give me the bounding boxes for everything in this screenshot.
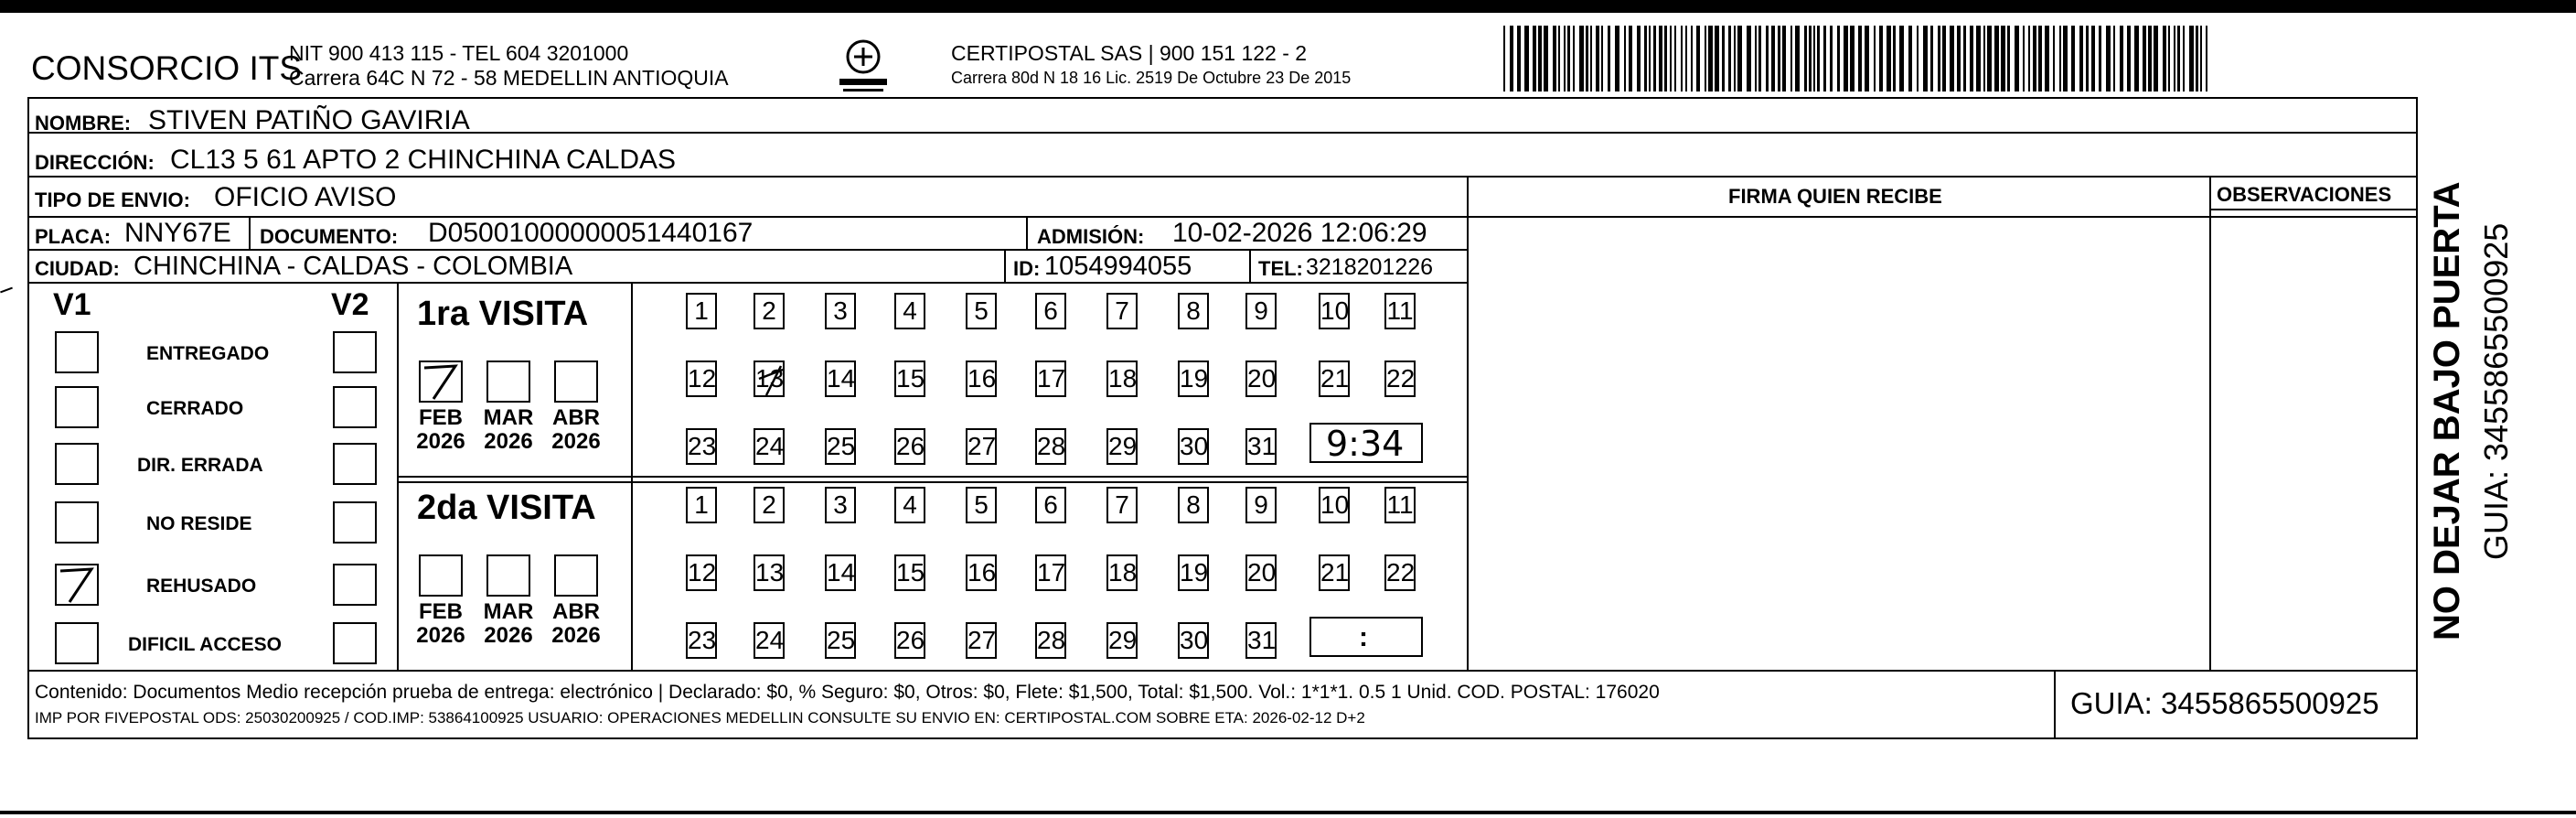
status-option-label: DIFICIL ACCESO [128,634,283,655]
visit2-day-box[interactable]: 6 [1035,487,1066,523]
bottom-rule [0,811,2576,814]
footer-guia: GUIA: 3455865500925 [2070,686,2379,720]
visit2-day-box[interactable]: 9 [1245,487,1277,523]
visit1-day-box[interactable]: 12 [686,361,717,397]
barcode-bar [1538,26,1542,91]
visit2-day-box[interactable]: 18 [1106,554,1138,591]
visit1-day-box[interactable]: 23 [686,428,717,465]
visit2-day-box[interactable]: 15 [894,554,925,591]
barcode-bar [1963,26,1966,91]
placa-value: NNY67E [124,218,231,248]
barcode-bar [2143,26,2146,91]
visit1-day-box[interactable]: 24 [754,428,785,465]
visit2-time-box[interactable] [1309,617,1423,657]
visit2-day-box[interactable]: 3 [825,487,856,523]
visit1-day-box[interactable]: 7 [1106,293,1138,329]
barcode-bar [1517,26,1521,91]
barcode-bar [1758,26,1761,91]
barcode-bar [1681,26,1683,91]
barcode-bar [2200,26,2202,91]
admision-value: 10-02-2026 12:06:29 [1172,218,1427,248]
barcode-bar [1817,26,1820,91]
visit2-title: 2da VISITA [417,489,596,527]
visit1-day-box[interactable]: 28 [1035,428,1066,465]
visit2-day-box[interactable]: 26 [894,622,925,659]
barcode-bar [1722,26,1725,91]
visit1-day-box[interactable]: 26 [894,428,925,465]
visit1-month-checkbox[interactable] [554,361,598,403]
v2-checkbox[interactable] [333,622,377,664]
visit2-day-box[interactable]: 31 [1245,622,1277,659]
visit2-month-label: ABR 2026 [551,599,601,649]
barcode-bar [1957,26,1961,91]
visit1-day-box[interactable]: 25 [825,428,856,465]
barcode-bar [1624,26,1626,91]
barcode-bar [1923,26,1928,91]
barcode-bar [2063,26,2068,91]
barcode-bar [1850,26,1855,91]
barcode-bar [1696,26,1700,91]
visit1-day-box[interactable]: 1 [686,293,717,329]
barcode-bar [2045,26,2049,91]
tel-label: TEL: [1258,257,1303,280]
barcode-bar [1649,26,1651,91]
barcode-bar [2086,26,2089,91]
barcode-bar [2091,26,2095,91]
v2-checkbox[interactable] [333,564,377,606]
barcode-bar [2106,26,2111,91]
barcode-bar [2189,26,2194,91]
barcode-bar [1942,26,1946,91]
visit2-day-box[interactable]: 8 [1178,487,1209,523]
tipo-label: TIPO DE ENVIO: [35,188,190,211]
visit1-day-box[interactable]: 19 [1178,361,1209,397]
barcode-bar [1567,26,1570,91]
status-option-label: ENTREGADO [146,343,270,364]
barcode-bar [1728,26,1731,91]
v1-checkbox[interactable] [55,501,99,544]
tel-value: 3218201226 [1306,254,1434,280]
barcode-bar [1573,26,1575,91]
barcode-bar [2001,26,2005,91]
no-dejar-bajo-puerta: NO DEJAR BAJO PUERTA [2427,181,2467,640]
visit1-day-box[interactable]: 30 [1178,428,1209,465]
visit2-day-box[interactable]: 29 [1106,622,1138,659]
barcode-bar [1558,26,1560,91]
barcode-bar [2174,26,2175,91]
barcode-bar [1533,26,1536,91]
visit1-time-box[interactable] [1309,423,1423,463]
barcode-bar [1930,26,1933,91]
visit1-month-label: ABR 2026 [551,405,601,455]
visit2-time: : [1359,622,1368,652]
visit1-day-box[interactable]: 17 [1035,361,1066,397]
barcode-bar [1653,26,1656,91]
barcode-bar [2079,26,2083,91]
visit2-day-box[interactable]: 12 [686,554,717,591]
barcode-bar [1590,26,1592,91]
visit1-day-box[interactable]: 2 [754,293,785,329]
barcode-bar [2206,26,2207,91]
visit2-day-box[interactable]: 5 [966,487,997,523]
barcode-bar [1782,26,1786,91]
barcode-bar [1629,26,1632,91]
visit2-month-checkbox[interactable] [486,554,530,597]
side-guia: GUIA: 3455865500925 [2477,222,2515,560]
barcode-bar [1865,26,1869,91]
barcode-bar [1659,26,1662,91]
barcode-bar [1994,26,1999,91]
barcode-bar [2015,26,2019,91]
visit2-day-box[interactable]: 30 [1178,622,1209,659]
placa-label: PLACA: [35,225,112,248]
ciudad-label: CIUDAD: [35,257,120,280]
barcode-bar [1771,26,1775,91]
visit1-day-box[interactable]: 29 [1106,428,1138,465]
visit1-day-box[interactable]: 20 [1245,361,1277,397]
barcode-bar [1734,26,1736,91]
barcode-bar [2028,26,2030,91]
barcode-bar [1670,26,1672,91]
barcode-bar [1950,26,1954,91]
barcode-bar [2099,26,2101,91]
barcode-bar [1553,26,1556,91]
barcode-bar [1874,26,1876,91]
barcode-bar [1747,26,1751,91]
visit1-day-box[interactable]: 9 [1245,293,1277,329]
barcode-bar [2038,26,2042,91]
status-option-label: DIR. ERRADA [137,455,263,476]
visit2-day-box[interactable]: 4 [894,487,925,523]
status-option-label: CERRADO [146,398,244,419]
visit2-day-box[interactable]: 16 [966,554,997,591]
visit1-day-box[interactable]: 16 [966,361,997,397]
visit1-day-box[interactable]: 8 [1178,293,1209,329]
id-value: 1054994055 [1044,252,1192,281]
barcode-bar [2196,26,2198,91]
visit1-day-box[interactable]: 13 [754,361,785,397]
direccion-value: CL13 5 61 APTO 2 CHINCHINA CALDAS [170,145,677,175]
tipo-value: OFICIO AVISO [214,182,397,212]
barcode-bar [1778,26,1780,91]
documento-value: D05001000000051440167 [428,218,754,248]
certipostal-logo [834,37,893,95]
barcode-bar [2023,26,2025,91]
visit2-day-box[interactable]: 19 [1178,554,1209,591]
barcode-bar [2154,26,2158,91]
visit1-day-box[interactable]: 5 [966,293,997,329]
courier-line1: CERTIPOSTAL SAS | 900 151 122 - 2 [951,41,1308,65]
documento-label: DOCUMENTO: [260,225,399,248]
visit1-time: 9:34 [1326,424,1405,464]
barcode-bar [2053,26,2055,91]
visit2-month-checkbox[interactable] [419,554,463,597]
visit2-day-box[interactable]: 28 [1035,622,1066,659]
visit2-day-box[interactable]: 22 [1384,554,1416,591]
visit1-month-label: MAR 2026 [483,405,534,455]
barcode-bar [2177,26,2180,91]
barcode-bar [1830,26,1833,91]
visit1-month-checkbox[interactable] [419,361,463,403]
barcode-bar [1844,26,1848,91]
barcode-bar [1917,26,1919,91]
barcode-bar [1705,26,1706,91]
barcode-bar [1674,26,1676,91]
barcode-bar [2007,26,2010,91]
barcode-bar [2120,26,2123,91]
barcode-bar [2168,26,2170,91]
barcode-bar [1503,26,1505,91]
barcode-bar [1579,26,1584,91]
barcode-bar [1938,26,1940,91]
visit1-day-box[interactable]: 3 [825,293,856,329]
barcode-bar [1766,26,1769,91]
top-border-bar [0,0,2576,13]
courier-line2: Carrera 80d N 18 16 Lic. 2519 De Octubre 23 De 2015 [951,69,1352,87]
admision-label: ADMISIÓN: [1037,225,1145,248]
barcode-bar [2183,26,2185,91]
observaciones-header: OBSERVACIONES [2217,183,2392,206]
barcode-bar [1601,26,1603,91]
v2-checkbox[interactable] [333,443,377,485]
status-option-label: NO RESIDE [146,513,252,534]
barcode-bar [1970,26,1973,91]
barcode-bar [2059,26,2061,91]
nombre-value: STIVEN PATIÑO GAVIRIA [148,105,470,135]
visit2-day-box[interactable]: 23 [686,622,717,659]
visit1-month-label: FEB 2026 [416,405,465,455]
visit2-month-label: FEB 2026 [416,599,465,649]
barcode-bar [2134,26,2139,91]
visit1-day-box[interactable]: 15 [894,361,925,397]
barcode-bar [1715,26,1719,91]
barcode-bar [1987,26,1992,91]
barcode-bar [1813,26,1815,91]
visit1-day-box[interactable]: 18 [1106,361,1138,397]
ciudad-value: CHINCHINA - CALDAS - COLOMBIA [134,252,573,281]
barcode-bar [1893,26,1896,91]
barcode-bar [1637,26,1641,91]
barcode-bar [1615,26,1619,91]
visit2-day-box[interactable]: 13 [754,554,785,591]
company-name: CONSORCIO ITS [31,49,303,87]
visit1-day-box[interactable]: 4 [894,293,925,329]
barcode-bar [1708,26,1713,91]
v1-checkbox[interactable] [55,622,99,664]
visit1-day-box[interactable]: 6 [1035,293,1066,329]
footer-line2: IMP POR FIVEPOSTAL ODS: 25030200925 / COD.IMP: 53864100925 USUARIO: OPERACIONES MEDELLIN CONSULTE SU ENVIO EN: CERTIPOSTAL.COM SOBRE ETA: 2026-02-12 D+2 [35,709,1365,727]
barcode-bar [1564,26,1566,91]
barcode-bar [1879,26,1883,91]
barcode-bar [1795,26,1800,91]
barcode-bar [1837,26,1840,91]
visit1-title: 1ra VISITA [417,295,589,333]
visit2-day-box[interactable]: 10 [1319,487,1350,523]
barcode-bar [1908,26,1912,91]
id-label: ID: [1013,257,1041,280]
visit1-day-box[interactable]: 11 [1384,293,1416,329]
visit2-day-box[interactable]: 20 [1245,554,1277,591]
visit2-day-box[interactable]: 17 [1035,554,1066,591]
barcode-bar [1983,26,1985,91]
barcode-bar [2113,26,2115,91]
visit2-day-box[interactable]: 14 [825,554,856,591]
visit1-month-checkbox[interactable] [486,361,530,403]
barcode-bar [1685,26,1687,91]
visit1-day-box[interactable]: 10 [1319,293,1350,329]
barcode-bar [1644,26,1647,91]
visit1-day-box[interactable]: 21 [1319,361,1350,397]
visit1-day-box[interactable]: 14 [825,361,856,397]
footer-line1: Contenido: Documentos Medio recepción prueba de entrega: electrónico | Declarado: $0, % Seguro: $0, Otros: $0, Flete: $1,500, Total: $1,500. Vol.: 1*1*1. 0.5 1 Unid. COD. POSTAL: 176020 [35,682,1660,703]
barcode-bar [1544,26,1548,91]
barcode-bar [1976,26,1981,91]
status-option-label: REHUSADO [146,576,257,597]
barcode-bar [1510,26,1513,91]
barcode-bar [1664,26,1667,91]
v1-checkbox[interactable] [55,331,99,373]
nombre-label: NOMBRE: [35,112,132,135]
visit1-day-box[interactable]: 22 [1384,361,1416,397]
v2-label: V2 [331,287,369,322]
visit2-day-box[interactable]: 27 [966,622,997,659]
barcode-bar [1524,26,1529,91]
barcode-bar [1809,26,1812,91]
barcode-bar [1737,26,1742,91]
v1-label: V1 [53,287,91,322]
visit2-day-box[interactable]: 11 [1384,487,1416,523]
visit2-day-box[interactable]: 7 [1106,487,1138,523]
company-line2: Carrera 64C N 72 - 58 MEDELLIN ANTIOQUIA [289,66,729,90]
v2-checkbox[interactable] [333,501,377,544]
visit2-month-checkbox[interactable] [554,554,598,597]
v2-checkbox[interactable] [333,386,377,428]
visit2-day-box[interactable]: 25 [825,622,856,659]
v1-checkbox[interactable] [55,386,99,428]
barcode-bar [1691,26,1693,91]
v1-checkbox[interactable] [55,443,99,485]
barcode-bar [1899,26,1904,91]
visit1-day-box[interactable]: 31 [1245,428,1277,465]
barcode-bar [2148,26,2152,91]
visit1-day-box[interactable]: 27 [966,428,997,465]
visit2-day-box[interactable]: 1 [686,487,717,523]
barcode-bar [1887,26,1891,91]
barcode-bar [2163,26,2166,91]
direccion-label: DIRECCIÓN: [35,151,155,174]
visit2-month-label: MAR 2026 [483,599,534,649]
firma-header: FIRMA QUIEN RECIBE [1728,185,1942,208]
barcode-bar [2127,26,2131,91]
v2-checkbox[interactable] [333,331,377,373]
barcode-bar [1586,26,1588,91]
company-line1: NIT 900 413 115 - TEL 604 3201000 [289,41,629,65]
barcode-bar [1804,26,1807,91]
barcode-bar [1608,26,1610,91]
v1-checkbox[interactable] [55,564,99,606]
barcode-bar [1858,26,1862,91]
visit2-day-box[interactable]: 2 [754,487,785,523]
barcode-bar [1823,26,1826,91]
left-tick-mark [0,287,13,294]
barcode [1503,26,2207,91]
visit2-day-box[interactable]: 24 [754,622,785,659]
barcode-bar [2071,26,2075,91]
barcode-bar [1790,26,1792,91]
barcode-bar [1755,26,1757,91]
visit2-day-box[interactable]: 21 [1319,554,1350,591]
barcode-bar [2033,26,2036,91]
barcode-bar [1596,26,1599,91]
